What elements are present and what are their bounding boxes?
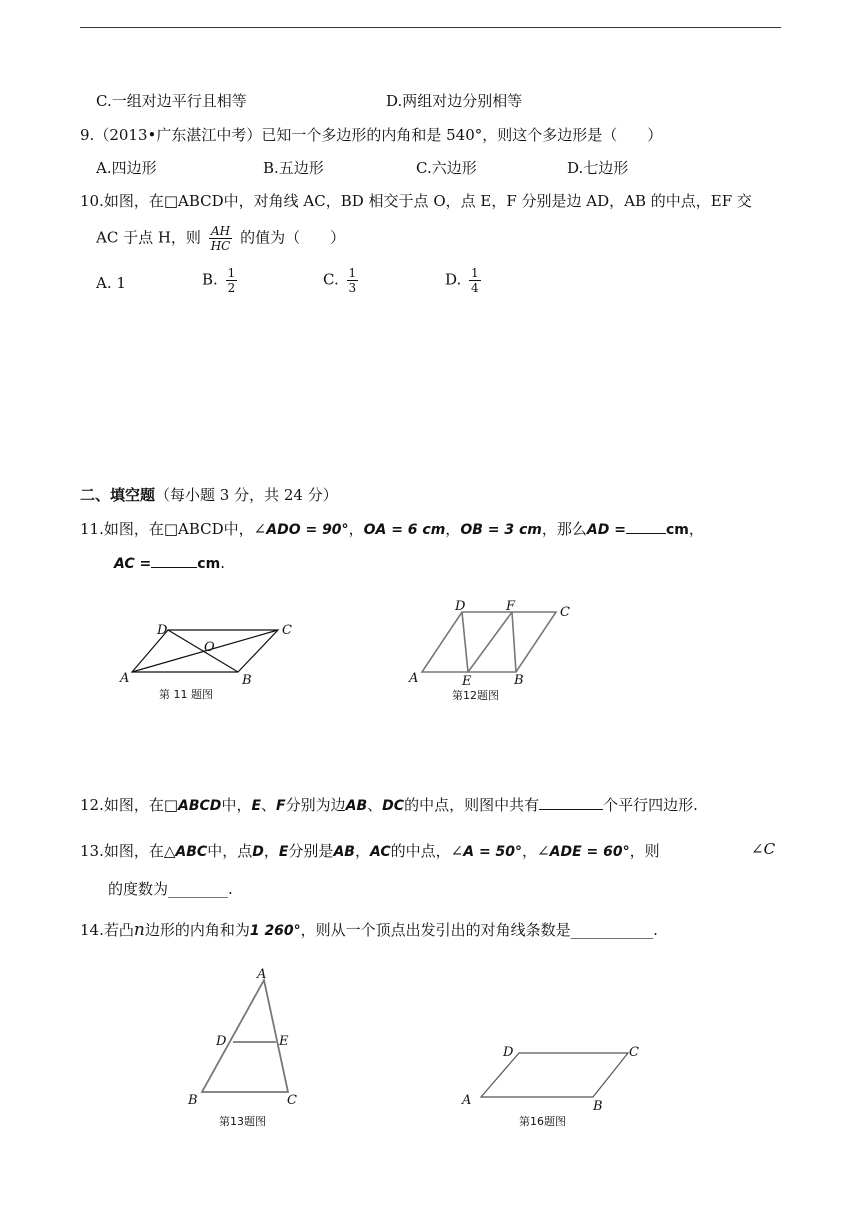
question-10-line1: 10.如图，在□ABCD中，对角线 AC，BD 相交于点 O，点 E，F 分别是边 AD，AB 的中点，EF 交 [80, 192, 752, 210]
question-10-line2 [96, 224, 345, 253]
q10-option-c: C. $\frac{1}{3}$ [323, 266, 357, 295]
label-e: E [279, 1034, 289, 1049]
figure-12-caption: 第12题图 [452, 689, 499, 702]
q10-option-d: D. $\frac{1}{4}$ [445, 266, 479, 295]
section-title: 二、填空题 [80, 486, 156, 504]
figure-13 [184, 964, 304, 1114]
question-13-line1: 13.如图，在△ABC中，点D，E分别是AB，AC的中点，∠A = 50°，∠ADE = 60°，则 [80, 842, 660, 860]
section-heading [80, 484, 338, 505]
label-e: E [462, 674, 472, 689]
question-11-line1: 11.如图，在□ABCD中，∠ADO = 90°，OA = 6 cm，OB = 3 cm，那么AD = cm， [80, 520, 704, 538]
label-c: C [282, 623, 292, 638]
q10-option-a: A. 1 [96, 274, 126, 292]
label-b: B [593, 1099, 603, 1114]
answer-blank-ac[interactable] [151, 553, 197, 568]
figure-16 [456, 1040, 656, 1120]
question-14: 14.若凸n边形的内角和为1 260°，则从一个顶点出发引出的对角线条数是___________. [80, 920, 658, 940]
label-d: D [157, 623, 168, 638]
answer-blank-ad[interactable] [626, 519, 666, 534]
answer-blank-q12[interactable] [539, 795, 603, 810]
figure-11-caption: 第 11 题图 [159, 688, 213, 701]
label-d: D [455, 599, 466, 614]
ratio-denominator: HC [210, 239, 231, 253]
question-13-line2: 的度数为________. [108, 880, 233, 898]
q10-option-b: B. $\frac{1}{2}$ [202, 266, 236, 295]
diagonal-bd [168, 630, 238, 672]
angle-c: ∠C [751, 840, 776, 858]
q9-option-a: A.四边形 [96, 159, 157, 177]
segment-ef [468, 612, 512, 672]
figure-13-caption: 第13题图 [219, 1115, 266, 1128]
option-c-fraction: $\frac{1}{3}$ [348, 266, 357, 295]
label-a: A [120, 671, 130, 686]
ratio-fraction [209, 224, 233, 253]
label-b: B [242, 673, 252, 688]
label-d: D [503, 1045, 514, 1060]
figure-12 [400, 598, 580, 698]
question-9-text: （2013•广东湛江中考）已知一个多边形的内角和是 540°，则这个多边形是（ ） [94, 126, 663, 144]
question-9 [80, 124, 662, 145]
question-9-number: 9. [80, 126, 95, 144]
option-d-fraction: $\frac{1}{4}$ [471, 266, 479, 295]
q9-option-b: B.五边形 [263, 159, 324, 177]
label-d: D [216, 1034, 227, 1049]
label-b: B [514, 673, 524, 688]
label-b: B [188, 1093, 198, 1108]
q8-option-d: D.两组对边分别相等 [386, 92, 523, 110]
label-f: F [506, 599, 516, 614]
q9-option-d: D.七边形 [567, 159, 629, 177]
section-note: （每小题 3 分，共 24 分） [155, 486, 338, 504]
option-b-fraction: $\frac{1}{2}$ [227, 266, 236, 295]
label-o: O [204, 640, 215, 655]
segment-fb [512, 612, 516, 672]
ratio-numerator: AH [209, 224, 233, 239]
triangle-abc [202, 980, 288, 1092]
parallelogram-abcd [422, 612, 556, 672]
top-rule [80, 27, 781, 28]
label-a: A [257, 967, 267, 982]
q8-option-c: C.一组对边平行且相等 [96, 92, 247, 110]
label-a: A [409, 671, 419, 686]
label-a: A [462, 1093, 472, 1108]
question-10-line2-pre: AC 于点 H，则 [96, 228, 201, 247]
label-c: C [287, 1093, 297, 1108]
segment-de [462, 612, 468, 672]
question-10-line2-post: 的值为（ ） [240, 228, 346, 247]
label-c: C [560, 605, 570, 620]
question-11-line2: AC = cm. [114, 554, 225, 572]
label-c: C [629, 1045, 639, 1060]
question-12: 12.如图，在□ABCD中，E、F分别为边AB、DC的中点，则图中共有 个平行四边形. [80, 796, 698, 814]
figure-16-caption: 第16题图 [519, 1115, 566, 1128]
q9-option-c: C.六边形 [416, 159, 477, 177]
